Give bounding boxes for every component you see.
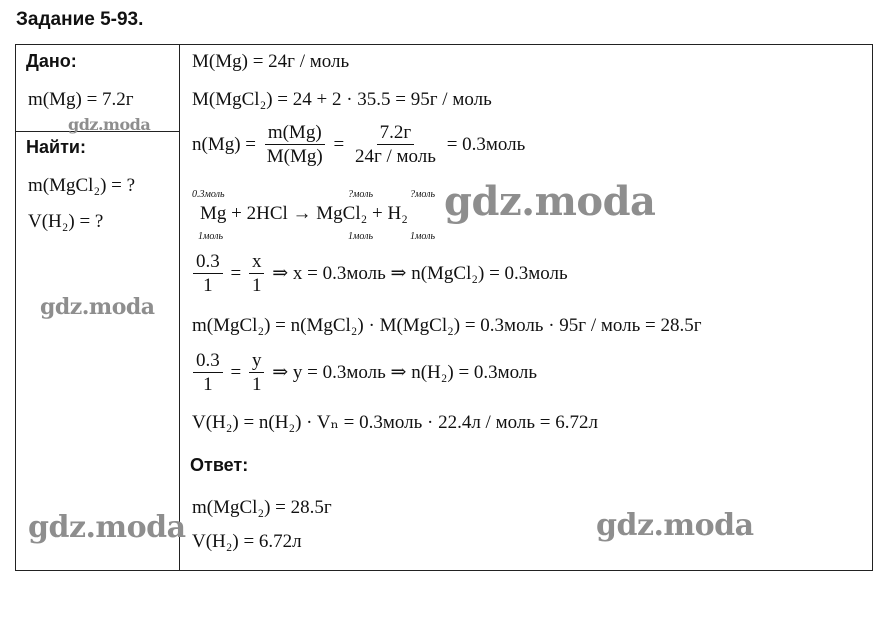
fraction-denominator: 1 <box>251 374 262 395</box>
fraction-mass-over-molar <box>264 122 326 169</box>
given-label: Дано: <box>26 51 77 71</box>
watermark: gdz.moda <box>444 178 656 225</box>
fraction-denominator: M(Mg) <box>266 146 323 167</box>
answer-volume-h2: V(H₂) = 6.72л <box>192 531 302 552</box>
eq-top-mgcl2: ?моль <box>348 189 374 200</box>
fraction-numerator: y <box>249 350 265 373</box>
watermark: gdz.moda <box>28 510 186 545</box>
moles-mg-line: n(Mg) = $\frac{m(Mg)}{M(Mg)}$ = $\frac{7.2г}{\text{24г / моль}}$ = 0.3моль <box>192 122 526 167</box>
find-label: Найти: <box>26 137 86 157</box>
fraction-denominator: 1 <box>203 374 213 395</box>
task-title: Задание 5-93. <box>16 9 144 30</box>
moles-mg-lhs: n(Mg) = <box>192 133 257 155</box>
mass-mgcl2-calc: m(MgCl₂) = n(MgCl₂) · M(MgCl₂) = 0.3моль · 95г / моль = 28.5г <box>192 315 702 336</box>
molar-mass-mg: M(Mg) = 24г / моль <box>192 51 350 72</box>
fraction-ratio <box>249 350 265 397</box>
fraction-denominator: 1 <box>251 275 262 296</box>
molar-mass-mgcl2: M(MgCl₂) = 24 + 2 · 35.5 = 95г / моль <box>192 89 492 110</box>
fraction-ratio <box>193 350 223 397</box>
watermark: gdz.moda <box>596 508 754 543</box>
moles-mg-result: = 0.3моль <box>446 133 526 155</box>
proportion-x-line: $\frac{0.3}{1}$ = $\frac{x}{1}$ ⇒ x = 0.3моль ⇒ n(MgCl₂) = 0.3моль <box>190 251 568 298</box>
fraction-ratio <box>249 251 265 298</box>
reaction-equation: Mg + 2HCl → MgCl₂ + H₂ <box>200 203 408 224</box>
find-volume-h2: V(H₂) = ? <box>28 211 104 232</box>
eq-bottom-mg: 1моль <box>198 231 224 242</box>
fraction-numerator: x <box>249 251 265 274</box>
fraction-numerator: 0.3 <box>193 350 223 373</box>
eq-top-h2: ?моль <box>410 189 436 200</box>
fraction-denominator: 24г / моль <box>354 146 436 167</box>
eq-bottom-mgcl2: 1моль <box>348 231 374 242</box>
fraction-denominator: 1 <box>203 275 213 296</box>
proportion-y-line: $\frac{0.3}{1}$ = $\frac{y}{1}$ ⇒ y = 0.3моль ⇒ n(H₂) = 0.3моль <box>190 350 537 397</box>
fraction-numerator: 7.2г <box>377 122 415 145</box>
answer-label: Ответ: <box>190 455 249 475</box>
fraction-values <box>352 122 439 169</box>
watermark: gdz.moda <box>68 115 151 134</box>
find-mass-mgcl2: m(MgCl₂) = ? <box>28 175 136 196</box>
proportion-y-result: ⇒ y = 0.3моль ⇒ n(H₂) = 0.3моль <box>272 361 538 383</box>
eq-top-mg: 0.3моль <box>192 189 225 200</box>
proportion-x-result: ⇒ x = 0.3моль ⇒ n(MgCl₂) = 0.3моль <box>272 262 568 284</box>
watermark: gdz.moda <box>40 294 155 320</box>
eq-bottom-h2: 1моль <box>410 231 436 242</box>
answer-mass-mgcl2: m(MgCl₂) = 28.5г <box>192 497 332 518</box>
volume-h2-calc: V(H₂) = n(H₂) · Vₙ = 0.3моль · 22.4л / моль = 6.72л <box>192 412 598 433</box>
fraction-numerator: m(Mg) <box>265 122 325 145</box>
fraction-numerator: 0.3 <box>193 251 223 274</box>
given-mass-mg: m(Mg) = 7.2г <box>28 89 134 110</box>
fraction-ratio <box>193 251 223 298</box>
column-divider <box>179 45 180 570</box>
